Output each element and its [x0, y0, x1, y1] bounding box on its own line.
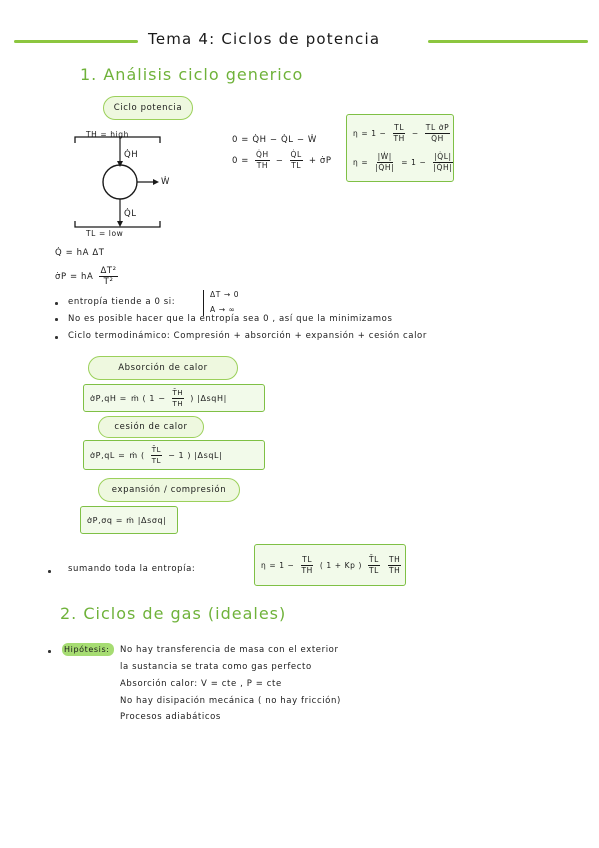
ql-arrowhead [117, 221, 123, 227]
ql-label: Q̇L [124, 209, 137, 219]
efficiency-eq-1: η = 1 − $\frac{TL}{TH}$ − $\frac{\text{TL σ̇P}}{Q̇H}$ [353, 123, 450, 143]
expansion-equation: σ̇P,σq = ṁ |Δsσq| [87, 515, 167, 525]
entropy-generation-formula: σ̇P = hA $\frac{\text{ΔT²}}{\text{T²}}$ [55, 266, 117, 287]
bullet-dot [55, 318, 58, 321]
final-efficiency-box [254, 544, 406, 586]
w-arrowhead [153, 179, 159, 185]
th-label: TH = high [86, 130, 130, 139]
bullet-minimize: No es posible hacer que la entropía sea 0 , así que la minimizamos [68, 314, 393, 324]
page-title: Tema 4: Ciclos de potencia [148, 30, 381, 48]
cesion-equation-box [83, 440, 265, 470]
heat-transfer-formula: Q̇ = hA ΔT [55, 248, 105, 258]
absorcion-equation-box [83, 384, 265, 412]
section-2-heading: 2. Ciclos de gas (ideales) [60, 604, 287, 623]
engine-circle [103, 165, 137, 199]
expansion-bubble [98, 478, 240, 502]
efficiency-eq-2: η = $\frac{\text{|Ẇ|}}{|Q̇H|}$ = 1 − $\frac{|Q̇L|}{|Q̇H|}$ [353, 152, 453, 172]
limit-delta-t: ΔT → 0 [210, 290, 240, 299]
w-label: Ẇ [161, 177, 171, 187]
expansion-label: expansión / compresión [111, 485, 227, 495]
bullet-entropy-zero: entropía tiende a 0 si: [68, 297, 176, 307]
qh-arrowhead [117, 161, 123, 167]
bullet-dot [48, 570, 51, 573]
efficiency-box [346, 114, 454, 182]
hypothesis-line-3: Absorción calor: V = cte , P = cte [120, 679, 282, 689]
limits-bracket [203, 290, 204, 316]
bullet-dot [55, 336, 58, 339]
ciclo-potencia-label: Ciclo potencia [113, 103, 183, 113]
ciclo-potencia-bubble [103, 96, 193, 120]
bullet-dot [48, 650, 51, 653]
hypothesis-line-4: No hay disipación mecánica ( no hay fricción) [120, 696, 341, 706]
cycle-diagram [60, 125, 190, 245]
final-efficiency-equation: η = 1 − $\frac{TL}{TH}$ ( 1 + Kp ) $\frac{T̄L}{TL}$ $\frac{TH}{T̄H}$ [261, 554, 401, 575]
absorcion-equation: σ̇P,qH = ṁ ( 1 − $\frac{T̄H}{TH}$ ) |ΔsqH| [90, 388, 227, 408]
title-rule-left [14, 40, 138, 43]
hypothesis-tag: Hipótesis: [64, 645, 110, 654]
cesion-equation: σ̇P,qL = ṁ ( $\frac{T̄L}{TL}$ − 1 ) |ΔsqL| [90, 445, 223, 465]
sum-entropy-label: sumando toda la entropía: [68, 564, 196, 574]
cesion-label: cesión de calor [114, 422, 188, 432]
title-rule-right [428, 40, 588, 43]
section-1-heading: 1. Análisis ciclo generico [80, 65, 304, 84]
qh-label: Q̇H [124, 150, 139, 160]
energy-balance: 0 = Q̇H − Q̇L − Ẇ [232, 135, 317, 145]
bullet-cycle-steps: Ciclo termodinámico: Compresión + absorción + expansión + cesión calor [68, 331, 427, 341]
hypothesis-line-1: No hay transferencia de masa con el exterior [120, 645, 339, 655]
bullet-dot [55, 302, 58, 305]
tl-label: TL = low [86, 229, 124, 238]
entropy-balance: 0 = $\frac{Q̇H}{TH}$ − $\frac{Q̇L}{TL}$ + σ̇P [232, 150, 332, 170]
limit-area: A → ∞ [210, 305, 236, 314]
expansion-equation-box [80, 506, 178, 534]
hypothesis-line-2: la sustancia se trata como gas perfecto [120, 662, 312, 672]
cesion-bubble [98, 416, 204, 438]
absorcion-bubble [88, 356, 238, 380]
absorcion-label: Absorción de calor [118, 363, 208, 373]
hypothesis-line-5: Procesos adiabáticos [120, 712, 221, 722]
